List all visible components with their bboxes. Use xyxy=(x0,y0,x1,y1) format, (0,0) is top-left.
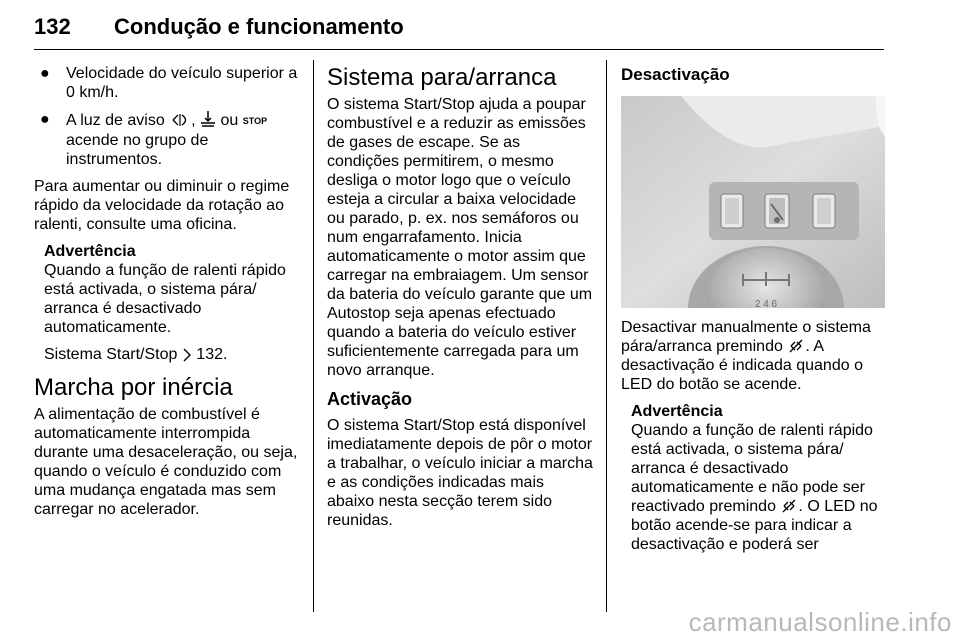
warning-text-part: Quando a função de ralenti rápido está activada, o sistema pára/ arranca é desactivado automaticamente e não pode ser reactivado premindo xyxy=(631,422,873,515)
switch-panel-photo xyxy=(621,96,885,308)
paragraph: O sistema Start/Stop ajuda a poupar combustível e a reduzir as emissões de gases de escape. Se as condições permitirem, o mesmo desliga o motor logo que o veículo esteja a circular a baixa velocidade ou parado, p. ex. nos semáforos ou num engarrafamento. Inicia automaticamente o motor assim que carregar na embraiagem. Um sensor da bateria do veículo garante que um Autostop seja apenas efectuado quando a bateria do veículo estiver suficientemente carregada para um novo arranque. xyxy=(327,96,593,379)
paragraph: Para aumentar ou diminuir o regime rápido da velocidade da rotação ao ralenti, consulte uma oficina. xyxy=(34,178,290,233)
start-stop-button-icon xyxy=(780,498,798,514)
bullet-dot: ● xyxy=(40,111,50,128)
paragraph-text: . A desactivação é indicada quando o LED do botão se acende. xyxy=(621,338,863,393)
paragraph xyxy=(621,318,889,394)
bullet-dot: ● xyxy=(40,65,50,82)
column-2 xyxy=(327,64,595,538)
column-divider-2 xyxy=(606,60,607,612)
bullet-text: ou xyxy=(216,112,243,129)
warning-title: Advertência xyxy=(44,243,136,260)
auto-stop-icon xyxy=(200,110,216,128)
link-label: Sistema Start/Stop xyxy=(44,346,182,363)
bullet-text: A luz de aviso xyxy=(66,112,170,129)
paragraph: A alimentação de combustível é automaticamente interrompida durante uma desaceleração, ou seja, quando o veículo é conduzido com uma mudança engatada mas sem carregar no acelerador. xyxy=(34,406,298,518)
bullet-text: , xyxy=(191,112,201,129)
watermark: carmanualsonline.info xyxy=(688,607,952,637)
page-header xyxy=(34,14,884,50)
subsection-heading: Desactivação xyxy=(621,65,730,84)
start-stop-button-icon xyxy=(787,338,805,354)
warning-note xyxy=(621,402,889,554)
section-heading: Marcha por inércia xyxy=(34,374,233,401)
bullet-text: acende no grupo de instrumentos. xyxy=(66,132,209,168)
list-item xyxy=(34,110,302,169)
paragraph: O sistema Start/Stop está disponível imediatamente depois de pôr o motor a trabalhar, o veículo iniciar a marcha e as condições indicadas mais abaixo nesta secção terem sido reunidas. xyxy=(327,417,593,529)
list-item xyxy=(34,64,302,102)
warning-text xyxy=(631,421,889,554)
warning-title: Advertência xyxy=(631,403,723,420)
column-1 xyxy=(34,64,302,527)
bullet-text: Velocidade do veículo superior a 0 km/h. xyxy=(66,65,298,101)
shift-knob-digits: 2 4 6 xyxy=(754,299,778,308)
column-3 xyxy=(621,64,889,562)
paragraph-text: Desactivar manualmente o sistema pára/arranca premindo xyxy=(621,319,871,355)
page-title: Condução e funcionamento xyxy=(114,14,404,39)
page-reference-icon xyxy=(182,348,192,362)
subsection-heading: Activação xyxy=(327,389,413,409)
warning-text: Quando a função de ralenti rápido está activada, o sistema pára/ arranca é desactivado automaticamente. xyxy=(44,262,286,336)
section-heading: Sistema para/arranca xyxy=(327,64,557,91)
cross-reference-link[interactable] xyxy=(34,345,302,364)
warning-text-part: . O LED no botão acende-se para indicar a desactivação e poderá ser xyxy=(631,498,878,553)
start-stop-warning-icon xyxy=(169,112,191,128)
header-rule xyxy=(34,49,884,50)
page-number: 132 xyxy=(34,14,71,39)
warning-note xyxy=(34,242,302,337)
stop-indicator-icon: STOP xyxy=(242,116,268,126)
link-page: 132. xyxy=(196,346,228,363)
column-divider-1 xyxy=(313,60,314,612)
